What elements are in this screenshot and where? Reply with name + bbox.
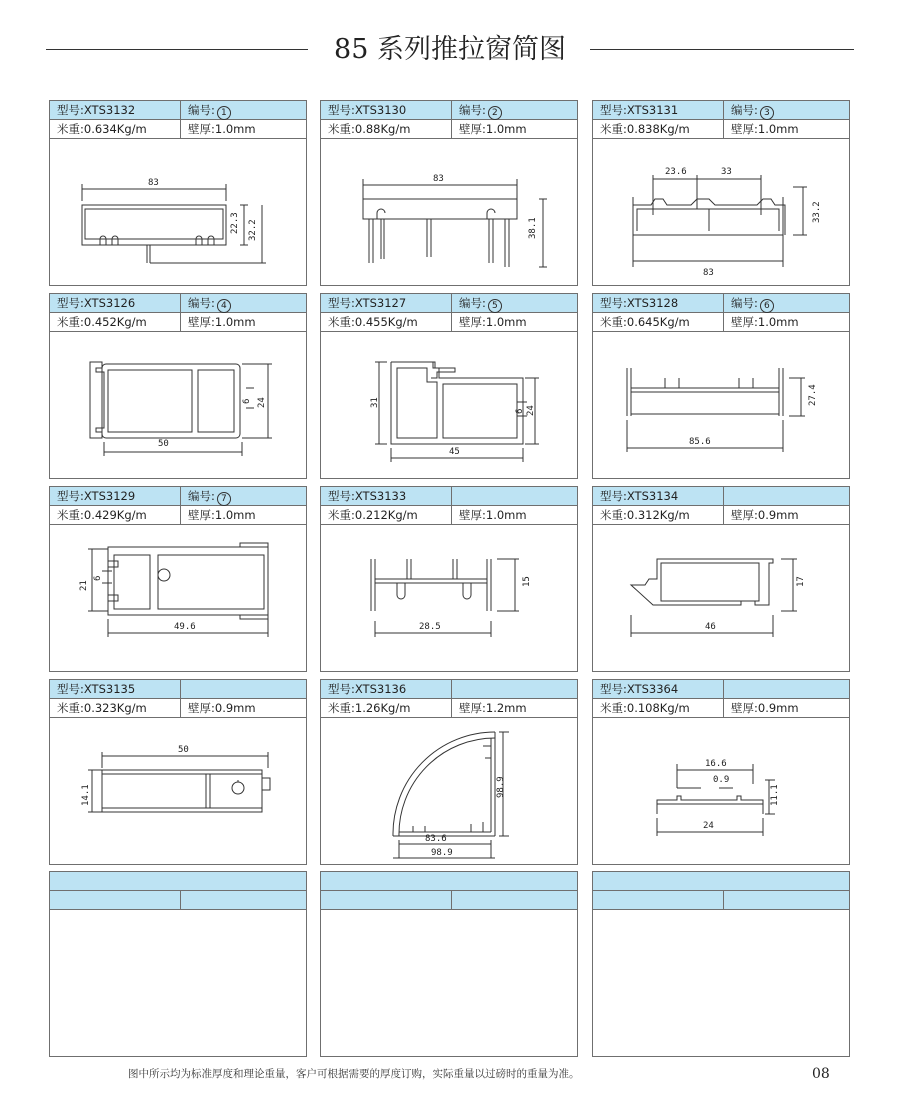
profile-number — [180, 101, 306, 119]
dim-label: 83 — [703, 268, 714, 278]
profile-thickness: 壁厚:1.0mm — [723, 120, 849, 138]
card-header-row — [50, 101, 306, 120]
card-header-row — [50, 294, 306, 313]
profile-weight: 米重:0.88Kg/m — [328, 122, 411, 136]
dim-label: 21 — [79, 580, 89, 591]
dim-label: 98.9 — [496, 776, 506, 798]
dim-label: 46 — [705, 622, 716, 632]
profile-empty-cell — [723, 680, 849, 698]
profile-drawing — [321, 718, 577, 864]
profile-weight: 米重:1.26Kg/m — [328, 701, 411, 715]
profile-weight: 米重:0.645Kg/m — [600, 315, 690, 329]
footnote: 图中所示均为标准厚度和理论重量，客户可根据需要的厚度订购，实际重量以过磅时的重量为准。 — [128, 1068, 580, 1080]
profile-thickness: 壁厚:1.0mm — [451, 313, 577, 331]
profile-empty-cell — [723, 487, 849, 505]
profile-empty-cell — [451, 487, 577, 505]
card-header-row — [321, 101, 577, 120]
profile-number-label: 编号: — [188, 103, 215, 117]
profile-drawing — [50, 525, 306, 671]
card-header-row — [593, 680, 849, 699]
profile-card — [320, 100, 578, 286]
card-header-row — [50, 872, 306, 891]
dim-label: 83 — [148, 178, 159, 188]
dim-label: 6 — [93, 575, 103, 581]
profile-number — [451, 101, 577, 119]
dim-label: 45 — [449, 447, 460, 457]
card-spec-row — [593, 699, 849, 718]
profile-weight: 米重:0.634Kg/m — [57, 122, 147, 136]
profile-thickness: 壁厚:0.9mm — [723, 699, 849, 717]
profile-drawing — [321, 332, 577, 478]
profile-thickness: 壁厚:1.0mm — [180, 506, 306, 524]
profile-thickness: 壁厚:0.9mm — [723, 506, 849, 524]
profile-drawing — [593, 139, 849, 285]
empty-card — [320, 871, 578, 1057]
dim-label: 16.6 — [705, 759, 727, 769]
empty-cell — [723, 891, 849, 909]
card-header-row — [50, 680, 306, 699]
dim-label: 28.5 — [419, 622, 441, 632]
dim-label: 23.6 — [665, 167, 687, 177]
profile-number-badge: 5 — [488, 299, 502, 313]
card-spec-row — [50, 313, 306, 332]
dim-label: 49.6 — [174, 622, 196, 632]
dim-label: 0.9 — [713, 775, 730, 785]
profile-drawing — [593, 525, 849, 671]
dim-label: 24 — [703, 821, 714, 831]
profile-thickness: 壁厚:1.0mm — [451, 506, 577, 524]
card-header-row — [50, 487, 306, 506]
profile-weight: 米重:0.452Kg/m — [57, 315, 147, 329]
card-spec-row — [321, 891, 577, 910]
dim-label: 6 — [242, 398, 252, 404]
title-rule-right — [590, 49, 854, 50]
card-spec-row — [593, 313, 849, 332]
dim-label: 17 — [796, 576, 806, 587]
dim-label: 33.2 — [812, 201, 822, 223]
profile-number-badge: 1 — [217, 106, 231, 120]
card-spec-row — [50, 506, 306, 525]
dim-label: 22.3 — [230, 212, 240, 234]
profile-model: 型号:XTS3132 — [57, 103, 136, 117]
profile-thickness: 壁厚:1.2mm — [451, 699, 577, 717]
card-header-row — [593, 487, 849, 506]
profile-drawing — [50, 718, 306, 864]
title-rule-left — [46, 49, 308, 50]
dim-label: 85.6 — [689, 437, 711, 447]
card-spec-row — [321, 699, 577, 718]
card-spec-row — [321, 120, 577, 139]
profile-model: 型号:XTS3134 — [600, 489, 679, 503]
profile-weight: 米重:0.838Kg/m — [600, 122, 690, 136]
profile-drawing — [321, 139, 577, 285]
profile-number-label: 编号: — [731, 296, 758, 310]
profile-model: 型号:XTS3127 — [328, 296, 407, 310]
dim-label: 50 — [158, 439, 169, 449]
profile-weight: 米重:0.429Kg/m — [57, 508, 147, 522]
profile-card — [49, 486, 307, 672]
profile-model: 型号:XTS3364 — [600, 682, 679, 696]
profile-thickness: 壁厚:1.0mm — [451, 120, 577, 138]
profile-card — [320, 486, 578, 672]
card-header-row — [593, 101, 849, 120]
page-number: 08 — [812, 1066, 830, 1082]
profile-number-label: 编号: — [459, 103, 486, 117]
card-spec-row — [50, 891, 306, 910]
profile-thickness: 壁厚:1.0mm — [180, 313, 306, 331]
profile-drawing — [50, 332, 306, 478]
dim-label: 33 — [721, 167, 732, 177]
profile-card — [592, 293, 850, 479]
profile-thickness: 壁厚:0.9mm — [180, 699, 306, 717]
profile-number-badge: 6 — [760, 299, 774, 313]
profile-card — [49, 679, 307, 865]
profile-card — [320, 293, 578, 479]
dim-label: 83.6 — [425, 834, 447, 844]
dim-label: 32.2 — [248, 219, 258, 241]
dim-label: 98.9 — [431, 848, 453, 858]
profile-thickness: 壁厚:1.0mm — [180, 120, 306, 138]
dim-label: 14.1 — [81, 784, 91, 806]
profile-drawing — [593, 332, 849, 478]
profile-number-label: 编号: — [459, 296, 486, 310]
profile-number-label: 编号: — [188, 489, 215, 503]
profile-card — [320, 679, 578, 865]
card-header-row — [321, 294, 577, 313]
profile-card — [592, 486, 850, 672]
empty-card — [592, 871, 850, 1057]
profile-number — [451, 294, 577, 312]
dim-label: 15 — [522, 576, 532, 587]
dim-label: 6 — [515, 408, 525, 414]
dim-label: 24 — [526, 405, 536, 416]
empty-card — [49, 871, 307, 1057]
card-spec-row — [50, 120, 306, 139]
card-header-row — [593, 294, 849, 313]
profile-model: 型号:XTS3133 — [328, 489, 407, 503]
page-title: 85 系列推拉窗简图 — [334, 34, 566, 65]
profile-drawing — [50, 139, 306, 285]
card-header-row — [321, 680, 577, 699]
profile-empty-cell — [180, 680, 306, 698]
profile-model: 型号:XTS3126 — [57, 296, 136, 310]
profile-weight: 米重:0.323Kg/m — [57, 701, 147, 715]
profile-weight: 米重:0.212Kg/m — [328, 508, 418, 522]
profile-model: 型号:XTS3129 — [57, 489, 136, 503]
card-spec-row — [50, 699, 306, 718]
card-header-row — [593, 872, 849, 891]
profile-number-badge: 2 — [488, 106, 502, 120]
profile-drawing — [593, 718, 849, 864]
card-spec-row — [321, 313, 577, 332]
card-spec-row — [593, 506, 849, 525]
dim-label: 24 — [257, 397, 267, 408]
empty-cell — [451, 891, 577, 909]
card-spec-row — [593, 891, 849, 910]
profile-weight: 米重:0.455Kg/m — [328, 315, 418, 329]
profile-model: 型号:XTS3135 — [57, 682, 136, 696]
profile-number-label: 编号: — [188, 296, 215, 310]
profile-number-badge: 4 — [217, 299, 231, 313]
profile-empty-cell — [451, 680, 577, 698]
profile-model: 型号:XTS3136 — [328, 682, 407, 696]
card-spec-row — [321, 506, 577, 525]
page-title-row — [0, 30, 900, 70]
profile-model: 型号:XTS3128 — [600, 296, 679, 310]
profile-number-label: 编号: — [731, 103, 758, 117]
dim-label: 50 — [178, 745, 189, 755]
profile-weight: 米重:0.108Kg/m — [600, 701, 690, 715]
profile-card — [49, 293, 307, 479]
profile-card — [49, 100, 307, 286]
profile-weight: 米重:0.312Kg/m — [600, 508, 690, 522]
profile-model: 型号:XTS3130 — [328, 103, 407, 117]
card-spec-row — [593, 120, 849, 139]
profile-number-badge: 3 — [760, 106, 774, 120]
dim-label: 11.1 — [770, 784, 780, 806]
profile-thickness: 壁厚:1.0mm — [723, 313, 849, 331]
profile-number — [180, 487, 306, 505]
profile-model: 型号:XTS3131 — [600, 103, 679, 117]
profile-number — [180, 294, 306, 312]
dim-label: 38.1 — [528, 217, 538, 239]
dim-label: 83 — [433, 174, 444, 184]
dim-label: 27.4 — [808, 384, 818, 406]
profile-number — [723, 101, 849, 119]
dim-label: 31 — [370, 397, 380, 408]
profile-number-badge: 7 — [217, 492, 231, 506]
card-header-row — [321, 872, 577, 891]
card-header-row — [321, 487, 577, 506]
profile-drawing — [321, 525, 577, 671]
profile-number — [723, 294, 849, 312]
profile-card — [592, 679, 850, 865]
profile-card — [592, 100, 850, 286]
empty-cell — [180, 891, 306, 909]
